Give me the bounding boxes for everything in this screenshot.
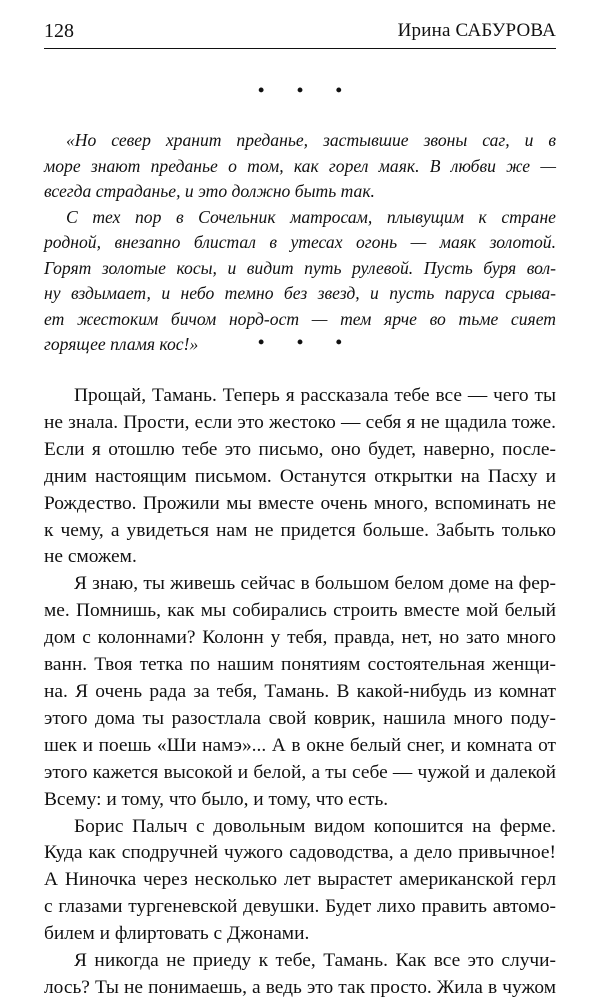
body-line: этого дома ты разостлала свой коврик, нашила много поду- — [44, 707, 556, 729]
body-line: Я знаю, ты живешь сейчас в большом белом доме на фер- — [74, 573, 556, 595]
body-line: дом с колоннами? Колонн у тебя, правда, нет, но зато много — [44, 627, 556, 649]
quote-line: всегда страданье, и это должно быть так. — [44, 181, 375, 201]
body-line: ванн. Твоя тетка по нашим понятиям состоятельная женщи- — [44, 654, 556, 676]
body-line: А Ниночка через несколько лет вырастет американской герл — [44, 869, 556, 891]
body-line: ме. Помнишь, как мы собирались строить вместе мой белый — [44, 600, 556, 622]
body-paragraph — [44, 571, 556, 813]
body-line: лось? Ты не понимаешь, а ведь это так просто. Жила в чужом — [44, 976, 556, 998]
running-title: Ирина САБУРОВА — [397, 20, 556, 41]
section-separator-bottom: • • • — [258, 332, 356, 352]
quote-line: море знают преданье о том, как горел маяк. В любви же — — [44, 155, 556, 176]
body-line: Борис Палыч с довольным видом копошится на ферме. — [74, 815, 556, 837]
body-paragraph — [44, 383, 556, 571]
body-line: не сможем. — [44, 546, 137, 568]
body-line: Я никогда не приеду к тебе, Тамань. Как все это случи- — [74, 950, 556, 972]
quote-line: «Но север хранит преданье, застывшие звоны саг, и в — [66, 130, 556, 150]
body-line: не знала. Прости, если это жестоко — себя я не щадила тоже. — [44, 411, 556, 433]
body-line: к чему, а увидеться нам не придется больше. Забыть только — [44, 519, 556, 541]
body-line: на. Я очень рада за тебя, Тамань. В какой-нибудь из комнат — [44, 680, 556, 702]
body-line: билем и флиртовать с Джонами. — [44, 923, 310, 945]
quote-paragraph — [44, 128, 556, 205]
body-line: Всему: и тому, что было, и тому, что есть. — [44, 788, 389, 810]
quote-line: ет жестоким бичом норд-ост — тем ярче во тьме сияет — [44, 308, 556, 329]
page-header — [44, 18, 556, 49]
quote-line: Горят золотые косы, и видит путь рулевой. Пусть буря вол- — [44, 257, 556, 278]
quoted-verse — [44, 128, 556, 358]
body-line: шек и поешь «Ши намэ»... А в окне белый снег, и комната от — [44, 734, 556, 756]
body-line: этого кажется высокой и белой, а ты себе — чужой и далекой — [44, 761, 556, 783]
body-line: Если я отошлю тебе это письмо, оно будет, наверно, после- — [44, 438, 556, 460]
body-paragraph — [44, 814, 556, 949]
quote-line: ну вздымает, и небо темно без звезд, и пусть паруса срыва- — [44, 283, 556, 303]
quote-line: родной, внезапно блистал в утесах огонь — маяк золотой. — [44, 232, 556, 252]
quote-line: С тех пор в Сочельник матросам, плывущим к стране — [66, 206, 556, 227]
section-separator-top: • • • — [258, 80, 356, 100]
body-line: Рождество. Прожили мы вместе очень много, вспоминать не — [44, 492, 556, 514]
body-line: Прощай, Тамань. Теперь я рассказала тебе все — чего ты — [74, 385, 556, 406]
body-line: дним настоящим письмом. Останутся открытки на Пасху и — [44, 465, 556, 487]
body-line: Куда как сподручней чужого садоводства, а дело привычное! — [44, 842, 556, 864]
page-number: 128 — [44, 20, 74, 42]
quote-line: горящее пламя кос!» — [44, 334, 199, 354]
body-line: с глазами тургеневской девушки. Будет лихо править автомо- — [44, 896, 556, 918]
body-text — [44, 383, 556, 1002]
body-paragraph — [44, 948, 556, 1002]
